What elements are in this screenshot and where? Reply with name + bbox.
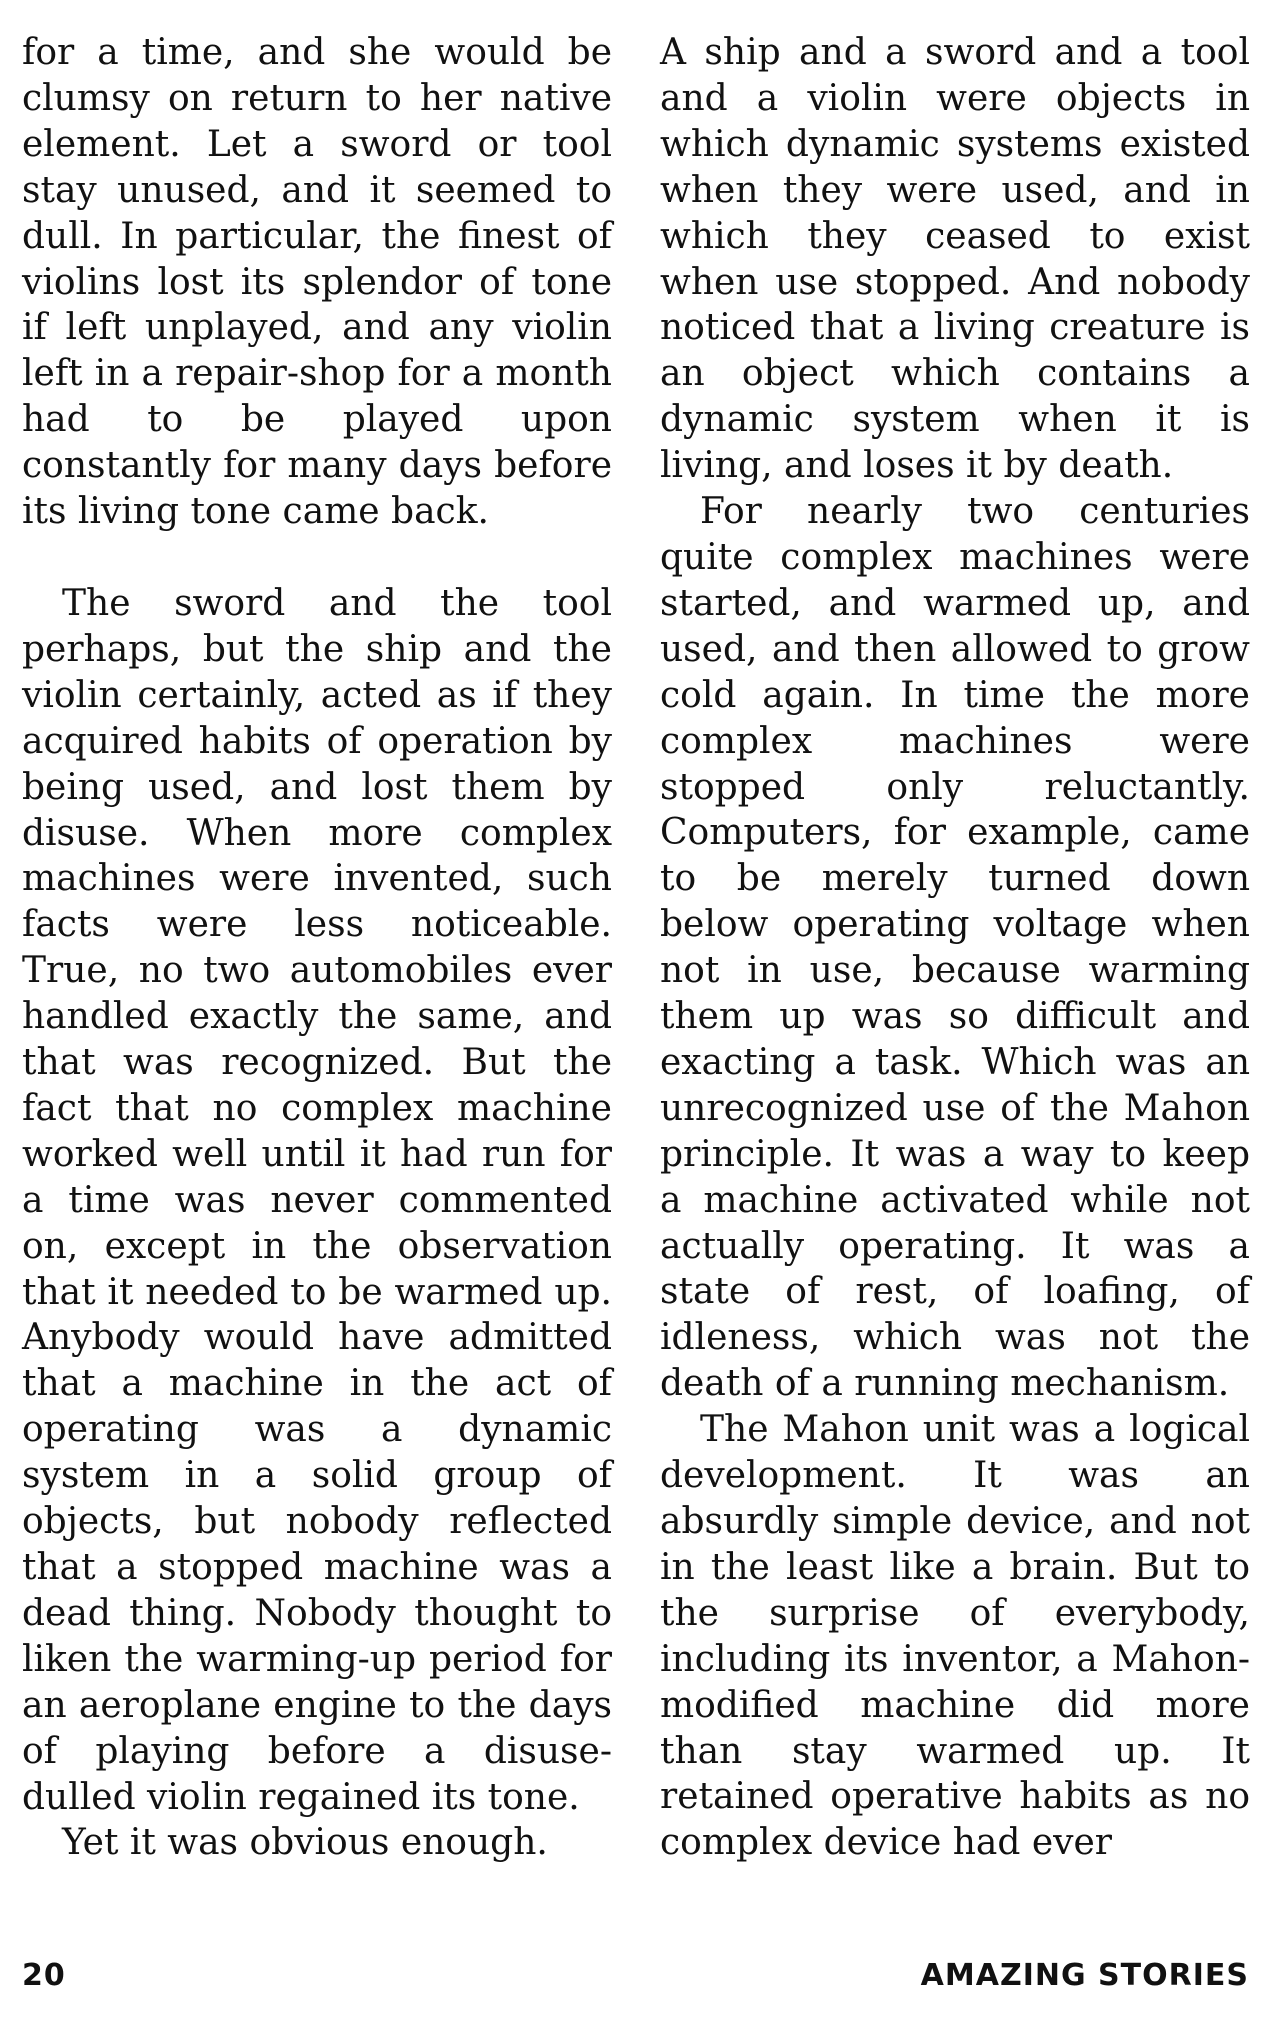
body-paragraph: for a time, and she would be clumsy on return to her native element. Let a sword or tool stay unused, and it seemed to dull. In particular, the finest of violins lost its splendor of tone if left unplayed, and any violin left in a repair-shop for a month had to be played upon constantly for many days before its living tone came back. xyxy=(22,32,612,533)
page-number: 20 xyxy=(22,1958,66,1993)
right-column xyxy=(660,30,1250,1866)
running-title: AMAZING STORIES xyxy=(920,1958,1249,1993)
body-paragraph: For nearly two centuries quite complex machines were started, and warmed up, and used, and then allowed to grow cold again. In time the more complex machines were stopped only reluctantly. Computers, for example, came to be merely turned down below operating voltage when not in use, because warming them up was so difficult and exacting a task. Which was an unrecognized use of the Mahon principle. It was a way to keep a machine activated while not actually operating. It was a state of rest, of loafing, of idleness, which was not the death of a running mechanism. xyxy=(660,491,1250,1405)
body-paragraph: Yet it was obvious enough. xyxy=(62,1822,548,1864)
body-paragraph: The sword and the tool perhaps, but the ship and the violin certainly, acted as if they acquired habits of operation by being used, and lost them by disuse. When more complex machines were invented, such facts were less noticeable. True, no two automobiles ever handled exactly the same, and that was recognized. But the fact that no complex machine worked well until it had run for a time was never commented on, except in the observation that it needed to be warmed up. Anybody would have admitted that a machine in the act of operating was a dynamic system in a solid group of objects, but nobody reflected that a stopped machine was a dead thing. Nobody thought to liken the warming-up period for an aeroplane engine to the days of playing before a disuse-dulled violin regained its tone. xyxy=(22,582,612,1818)
body-paragraph: A ship and a sword and a tool and a violin were objects in which dynamic systems existed when they were used, and in which they ceased to exist when use stopped. And nobody noticed that a living creature is an object which contains a dynamic system when it is living, and loses it by death. xyxy=(660,32,1250,487)
body-paragraph: The Mahon unit was a logical development. It was an absurdly simple device, and not in the least like a brain. But to the surprise of everybody, including its inventor, a Mahon-modified machine did more than stay warmed up. It retained operative habits as no complex device had ever xyxy=(660,1409,1250,1864)
left-column xyxy=(22,30,612,1866)
